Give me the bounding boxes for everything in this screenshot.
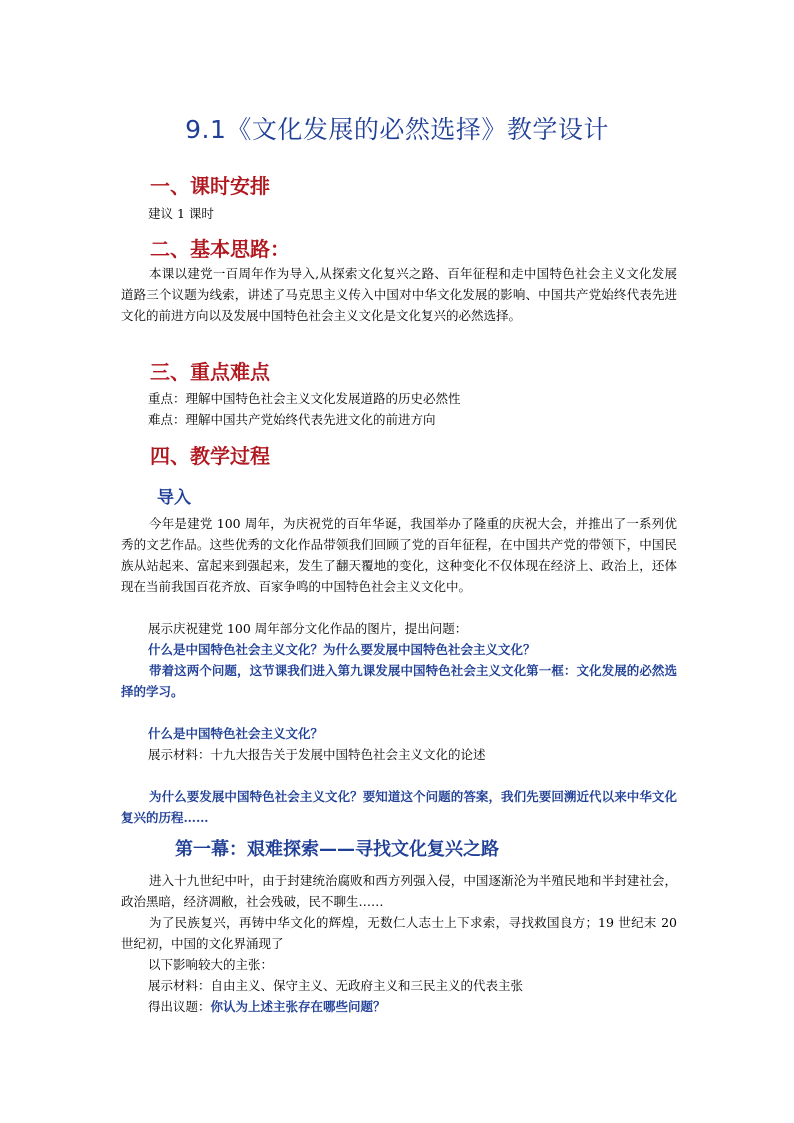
act1-material-text: 展示材料：自由主义、保守主义、无政府主义和三民主义的代表主张	[148, 978, 524, 993]
schedule-text: 建议 1 课时	[148, 206, 214, 221]
intro-paragraph: 今年是建党 100 周年，为庆祝党的百年华诞，我国举办了隆重的庆祝大会，并推出了一系列优秀的文艺作品。这些优秀的文化作品带领我们回顾了党的百年征程，在中国共产党的带领下，中国民族从站起来、富起来到强起来，发生了翻天覆地的变化，这种变化不仅体现在经济上、政治上，还体现在当前我国百花齐放、百家争鸣的中国特色社会主义文化中。	[121, 516, 677, 594]
section-heading-approach: 二、基本思路：	[150, 237, 290, 261]
intro-material-text: 展示材料：十九大报告关于发展中国特色社会主义文化的论述	[148, 747, 486, 762]
key-point-text: 重点：理解中国特色社会主义文化发展道路的历史必然性	[148, 391, 461, 406]
act1-issue-label: 得出议题：	[148, 999, 211, 1014]
intro-show-text: 展示庆祝建党 100 周年部分文化作品的图片，提出问题：	[148, 621, 468, 636]
section-heading-process: 四、教学过程	[150, 444, 270, 468]
intro-history-paragraph: 为什么要发展中国特色社会主义文化？要知道这个问题的答案，我们先要回溯近代以来中华文化复兴的历程……	[121, 789, 677, 825]
section-heading-schedule: 一、课时安排	[150, 174, 270, 198]
act1-paragraph-2-end: 以下影响较大的主张：	[148, 957, 274, 972]
act1-issue-line	[148, 996, 386, 1017]
intro-question-2: 什么是中国特色社会主义文化？	[148, 726, 324, 741]
intro-heading: 导入	[157, 488, 191, 508]
approach-paragraph: 本课以建党一百周年作为导入,从探索文化复兴之路、百年征程和走中国特色社会主义文化发展道路三个议题为线索，讲述了马克思主义传入中国对中华文化发展的影响、中国共产党始终代表先进文化的前进方向以及发展中国特色社会主义文化是文化复兴的必然选择。	[121, 266, 677, 323]
difficult-point-text: 难点：理解中国共产党始终代表先进文化的前进方向	[148, 412, 436, 427]
intro-transition-paragraph: 带着这两个问题，这节课我们进入第九课发展中国特色社会主义文化第一框：文化发展的必然选择的学习。	[121, 663, 677, 699]
page-title: 9.1《文化发展的必然选择》教学设计	[185, 115, 609, 144]
section-heading-key-points: 三、重点难点	[150, 360, 270, 384]
act1-paragraph-1: 进入十九世纪中叶，由于封建统治腐败和西方列强入侵，中国逐渐沦为半殖民地和半封建社会，政治黑暗，经济凋敝，社会残破，民不聊生……	[121, 873, 677, 909]
act1-paragraph-2: 为了民族复兴，再铸中华文化的辉煌，无数仁人志士上下求索，寻找救国良方；19 世纪末 20 世纪初，中国的文化界涌现了	[121, 915, 677, 951]
act1-heading: 第一幕：艰难探索——寻找文化复兴之路	[175, 839, 499, 860]
act1-issue-text: 你认为上述主张存在哪些问题？	[210, 999, 386, 1014]
intro-question: 什么是中国特色社会主义文化？为什么要发展中国特色社会主义文化？	[148, 642, 536, 657]
